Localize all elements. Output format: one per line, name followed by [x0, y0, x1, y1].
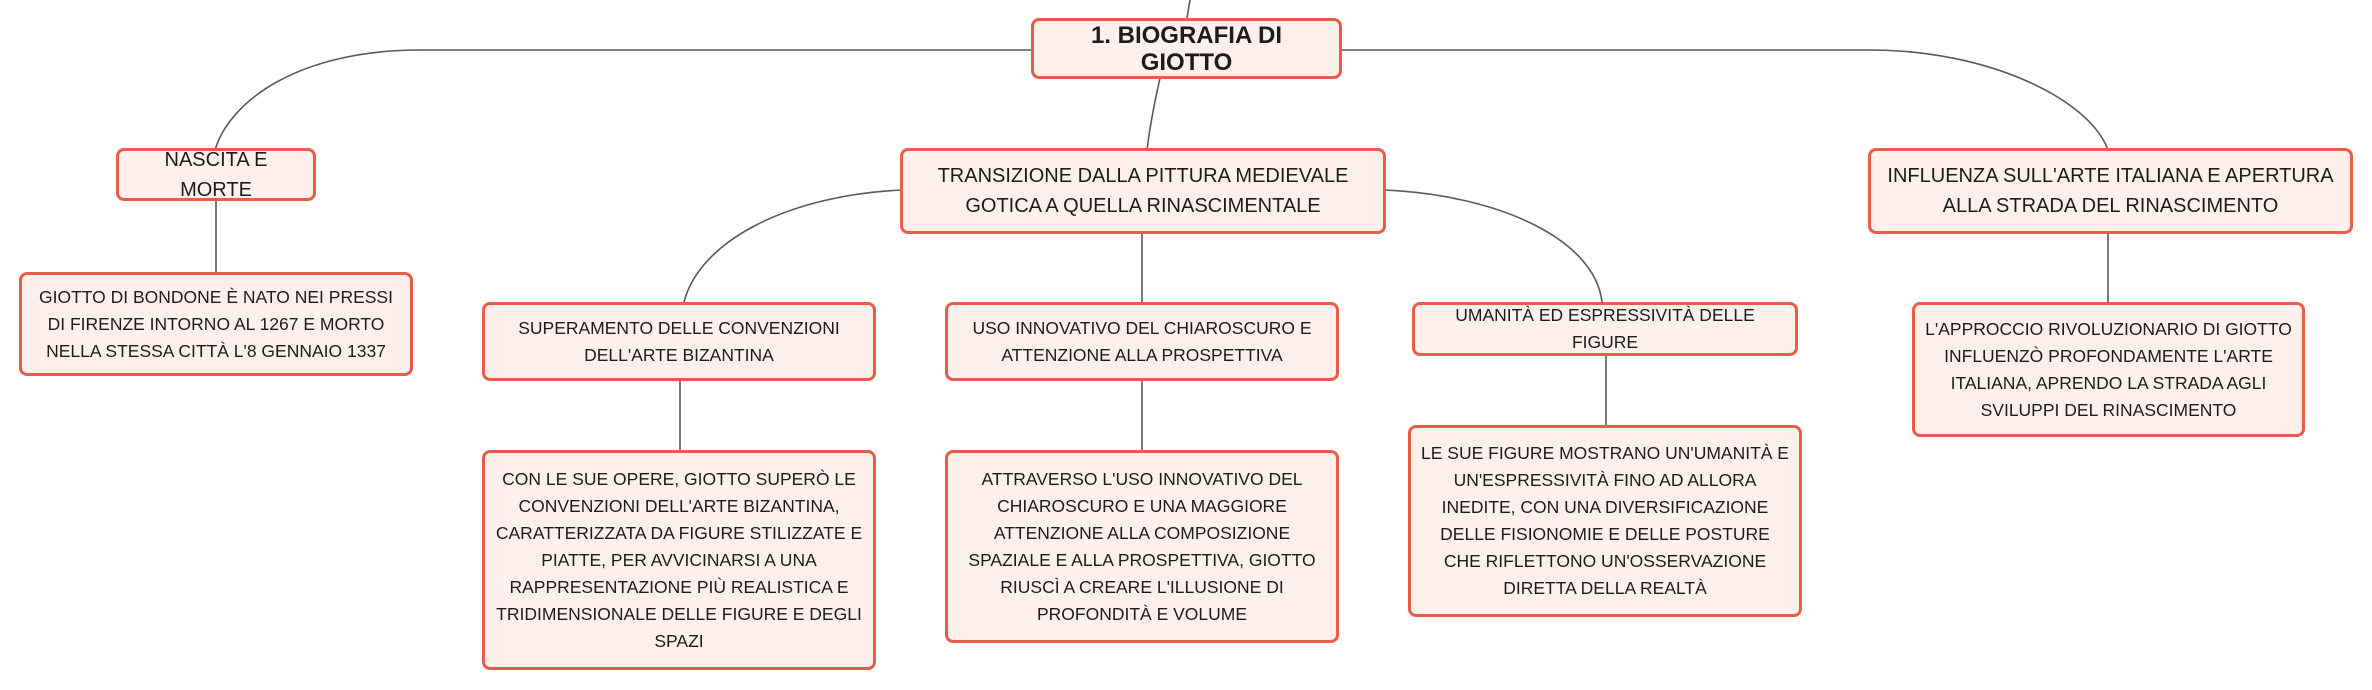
- root-node[interactable]: [1031, 18, 1342, 79]
- subtopic-chiaroscuro[interactable]: [945, 302, 1339, 381]
- detail-bizantina[interactable]: [482, 450, 876, 670]
- detail-influenza-text: L'APPROCCIO RIVOLUZIONARIO DI GIOTTO INFLUENZÒ PROFONDAMENTE L'ARTE ITALIANA, APRENDO LA STRADA AGLI SVILUPPI DEL RINASCIMENTO: [1925, 318, 2292, 420]
- connector-transizione-child1: [684, 190, 902, 302]
- subtopic-chiaroscuro-label: USO INNOVATIVO DEL CHIAROSCURO E ATTENZIONE ALLA PROSPETTIVA: [972, 317, 1312, 365]
- topic-transizione[interactable]: [900, 148, 1386, 234]
- connector-root-transizione: [1147, 78, 1160, 150]
- detail-nascita-text: GIOTTO DI BONDONE È NATO NEI PRESSI DI FIRENZE INTORNO AL 1267 E MORTO NELLA STESSA CITTÀ L'8 GENNAIO 1337: [39, 286, 393, 361]
- subtopic-umanita-label: UMANITÀ ED ESPRESSIVITÀ DELLE FIGURE: [1455, 305, 1755, 352]
- connector-root-nascita: [215, 50, 1032, 150]
- root-label: 1. BIOGRAFIA DI GIOTTO: [1090, 21, 1283, 76]
- detail-influenza[interactable]: [1912, 302, 2305, 437]
- topic-transizione-label: TRANSIZIONE DALLA PITTURA MEDIEVALE GOTICA A QUELLA RINASCIMENTALE: [937, 165, 1349, 217]
- topic-influenza[interactable]: [1868, 148, 2353, 234]
- detail-umanita-text: LE SUE FIGURE MOSTRANO UN'UMANITÀ E UN'ESPRESSIVITÀ FINO AD ALLORA INEDITE, CON UNA DIVERSIFICAZIONE DELLE FISIONOMIE E DELLE POSTURE CHE RIFLETTONO UN'OSSERVAZIONE DIRETTA DELLA REALTÀ: [1421, 443, 1789, 598]
- detail-umanita[interactable]: [1408, 425, 1802, 617]
- connector-root-influenza: [1342, 50, 2108, 150]
- subtopic-bizantina[interactable]: [482, 302, 876, 381]
- detail-chiaroscuro-text: ATTRAVERSO L'USO INNOVATIVO DEL CHIAROSCURO E UNA MAGGIORE ATTENZIONE ALLA COMPOSIZIONE SPAZIALE E ALLA PROSPETTIVA, GIOTTO RIUSCÌ A CREARE L'ILLUSIONE DI PROFONDITÀ E VOLUME: [968, 468, 1316, 624]
- detail-chiaroscuro[interactable]: [945, 450, 1339, 643]
- subtopic-umanita[interactable]: [1412, 302, 1798, 356]
- subtopic-bizantina-label: SUPERAMENTO DELLE CONVENZIONI DELL'ARTE BIZANTINA: [518, 317, 840, 365]
- topic-influenza-label: INFLUENZA SULL'ARTE ITALIANA E APERTURA ALLA STRADA DEL RINASCIMENTO: [1887, 165, 2334, 217]
- connector-incoming: [1187, 0, 1190, 18]
- topic-nascita-label: NASCITA E MORTE: [164, 148, 268, 201]
- topic-nascita-e-morte[interactable]: [116, 148, 316, 201]
- detail-nascita[interactable]: [19, 272, 413, 376]
- detail-bizantina-text: CON LE SUE OPERE, GIOTTO SUPERÒ LE CONVENZIONI DELL'ARTE BIZANTINA, CARATTERIZZATA DA FIGURE STILIZZATE E PIATTE, PER AVVICINARSI A UNA RAPPRESENTAZIONE PIÙ REALISTICA E TRIDIMENSIONALE DELLE FIGURE E DEGLI SPAZI: [495, 468, 863, 651]
- connector-transizione-child3: [1384, 190, 1602, 302]
